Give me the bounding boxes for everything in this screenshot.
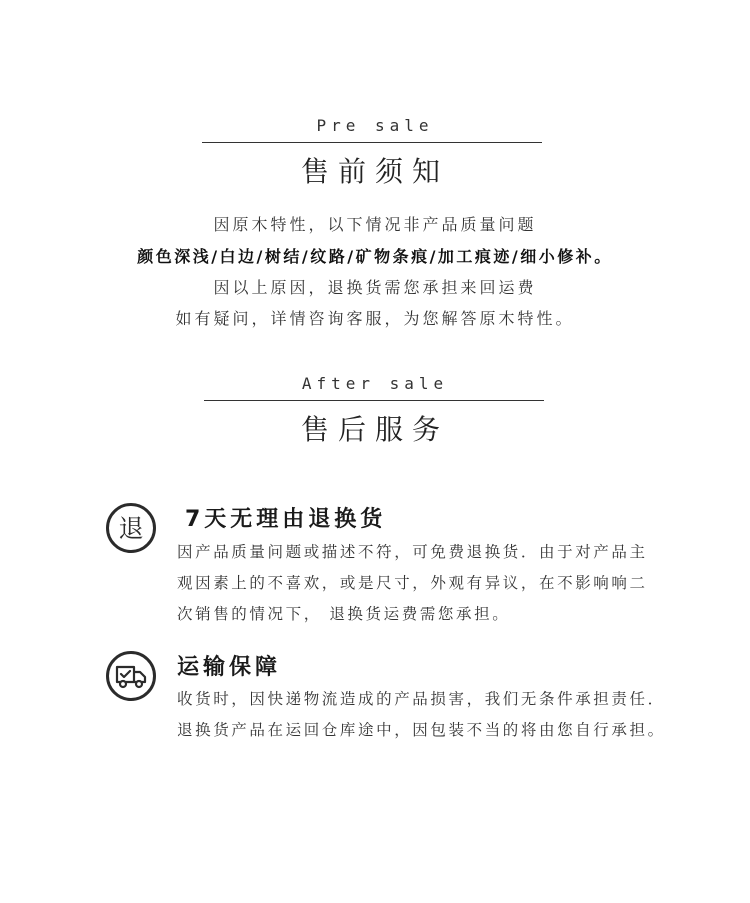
after-sale-title-en: After sale bbox=[301, 374, 449, 393]
pre-sale-line-2: 颜色深浅/白边/树结/纹路/矿物条痕/加工痕迹/细小修补。 bbox=[137, 247, 613, 266]
after-sale-divider bbox=[204, 400, 544, 401]
pre-sale-divider bbox=[202, 142, 542, 143]
pre-sale-title-zh: 售前须知 bbox=[300, 155, 449, 188]
pre-sale-title-en: Pre sale bbox=[316, 116, 434, 135]
return-policy-line-3: 次销售的情况下， 退换货运费需您承担。 bbox=[177, 605, 511, 623]
return-icon-char: 退 bbox=[118, 513, 144, 543]
return-policy-line-2: 观因素上的不喜欢，或是尺寸，外观有异议，在不影响响二 bbox=[177, 574, 648, 592]
pre-sale-line-1: 因原木特性，以下情况非产品质量问题 bbox=[213, 215, 537, 234]
shipping-guarantee-line-1: 收货时，因快递物流造成的产品损害，我们无条件承担责任． bbox=[177, 690, 666, 708]
pre-sale-line-3: 因以上原因，退换货需您承担来回运费 bbox=[213, 278, 537, 297]
shipping-guarantee-title: 运输保障 bbox=[177, 655, 282, 680]
truck-icon-svg bbox=[115, 663, 147, 689]
return-policy-title: 7天无理由退换货 bbox=[185, 507, 387, 532]
return-policy-line-1: 因产品质量问题或描述不符，可免费退换货．由于对产品主 bbox=[177, 543, 648, 561]
return-icon bbox=[106, 503, 156, 553]
after-sale-title-zh: 售后服务 bbox=[300, 413, 449, 446]
shipping-guarantee-line-2: 退换货产品在运回仓库途中，因包装不当的将由您自行承担。 bbox=[177, 721, 666, 739]
delivery-truck-check-icon bbox=[106, 651, 156, 701]
pre-sale-line-4: 如有疑问，详情咨询客服，为您解答原木特性。 bbox=[175, 309, 575, 328]
